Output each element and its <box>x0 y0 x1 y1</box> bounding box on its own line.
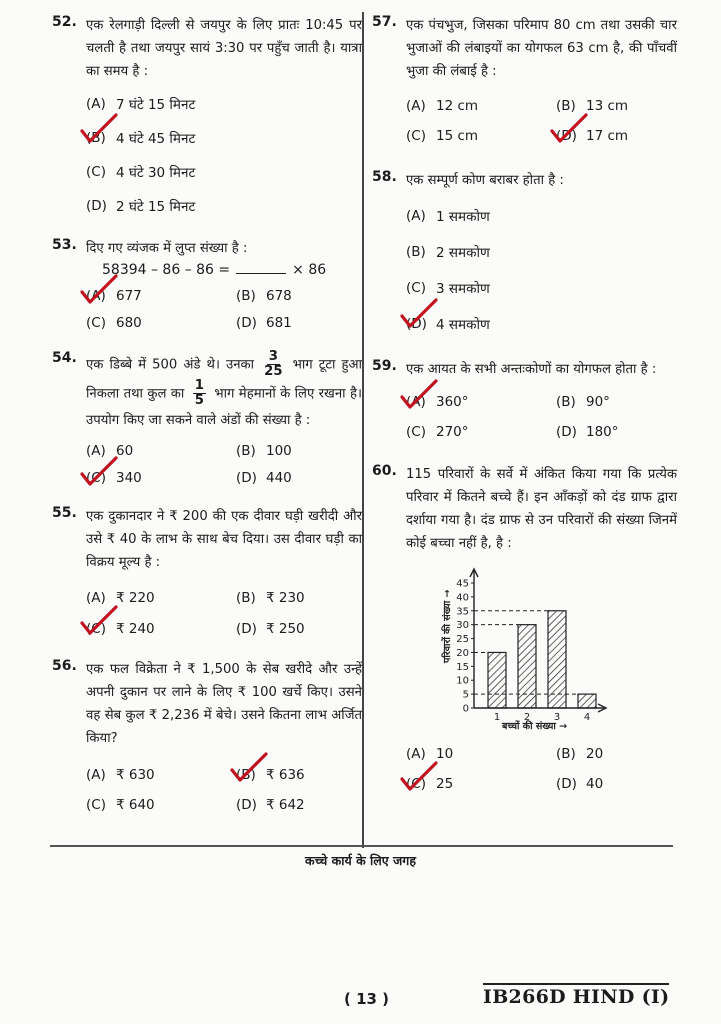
option-a[interactable]: (A) 360° <box>406 387 556 417</box>
svg-text:4: 4 <box>583 712 591 723</box>
svg-text:0: 0 <box>462 703 469 715</box>
options <box>406 387 677 447</box>
option-d[interactable]: (D) 40 <box>556 776 604 792</box>
question-59 <box>372 358 677 447</box>
options <box>86 582 362 644</box>
svg-text:25: 25 <box>456 634 469 646</box>
fraction: $\frac{1}{5}$ <box>194 378 204 408</box>
question-55 <box>52 505 362 644</box>
option-a[interactable]: (A) 677 <box>86 282 236 309</box>
question-53 <box>52 237 362 336</box>
fraction: $\frac{3}{25}$ <box>264 349 283 379</box>
question-number: 54. <box>52 350 77 366</box>
option-c[interactable]: (C) 340 <box>86 464 236 491</box>
page-number: ( 13 ) <box>344 990 390 1008</box>
question-number: 59. <box>372 358 397 374</box>
y-axis-label: परिवारों की संख्या → <box>442 589 453 663</box>
option-d[interactable]: (D) 180° <box>556 424 619 440</box>
options <box>86 87 362 223</box>
question-number: 55. <box>52 505 77 521</box>
question-57 <box>372 14 677 151</box>
y-axis-ticks <box>456 579 474 715</box>
equation: 58394 – 86 – 86 = × 86 <box>102 262 327 278</box>
options <box>406 198 677 342</box>
svg-text:30: 30 <box>456 620 469 632</box>
option-b[interactable]: (B) 90° <box>556 394 610 410</box>
question-number: 53. <box>52 237 77 253</box>
options <box>86 282 362 336</box>
option-d[interactable]: (D) ₹ 642 <box>236 797 305 813</box>
option-c[interactable]: (C) ₹ 640 <box>86 797 155 813</box>
option-d[interactable]: (D) 17 cm <box>556 121 706 151</box>
option-b[interactable]: (B) 20 <box>556 746 604 762</box>
right-column <box>372 14 677 813</box>
question-number: 57. <box>372 14 397 30</box>
option-b[interactable]: (B) 2 समकोण <box>406 244 490 261</box>
svg-text:1: 1 <box>493 712 501 723</box>
option-b[interactable]: (B) ₹ 230 <box>236 589 305 606</box>
bars <box>488 611 596 708</box>
question-54 <box>52 350 362 491</box>
question-text: एक फल विक्रेता ने ₹ 1,500 के सेब खरीदे और उन्हें अपनी दुकान पर लाने के लिए ₹ 100 खर्चे किए। उसने वह सेब कुल ₹ 2,236 में बेचे। उसने कितना लाभ अर्जित किया? <box>86 662 362 746</box>
option-d[interactable]: (D) 2 घंटे 15 मिनट <box>86 198 196 215</box>
option-c[interactable]: (C) ₹ 240 <box>86 613 236 644</box>
option-d[interactable]: (D) 440 <box>236 469 292 486</box>
option-b[interactable]: (B) 13 cm <box>556 98 629 114</box>
question-52 <box>52 14 362 223</box>
option-a[interactable]: (A) 7 घंटे 15 मिनट <box>86 96 196 113</box>
question-60 <box>372 463 677 799</box>
option-a[interactable]: (A) 10 <box>406 746 454 762</box>
options <box>406 739 677 799</box>
option-b[interactable]: (B) 4 घंटे 45 मिनट <box>86 121 362 155</box>
option-c[interactable]: (C) 4 घंटे 30 मिनट <box>86 164 196 181</box>
question-number: 58. <box>372 169 397 185</box>
option-a[interactable]: (A) 60 <box>86 442 134 459</box>
question-number: 56. <box>52 658 77 674</box>
question-text: एक दुकानदार ने ₹ 200 की एक दीवार घड़ी खरीदी और उसे ₹ 40 के लाभ के साथ बेच दिया। उस दीवार घड़ी का विक्रय मूल्य है : <box>86 509 362 570</box>
option-d[interactable]: (D) 4 समकोण <box>406 306 677 342</box>
option-d[interactable]: (D) ₹ 250 <box>236 620 305 637</box>
svg-text:35: 35 <box>456 606 469 618</box>
question-text: एक आयत के सभी अन्तःकोणों का योगफल होता है : <box>406 362 657 377</box>
question-number: 52. <box>52 14 77 30</box>
rough-work-label: कच्चे कार्य के लिए जगह <box>305 853 416 868</box>
bar-chart <box>406 563 616 733</box>
option-b[interactable]: (B) ₹ 636 <box>236 760 386 790</box>
left-column <box>52 14 362 834</box>
question-56 <box>52 658 362 820</box>
svg-text:2: 2 <box>523 712 531 723</box>
option-c[interactable]: (C) 3 समकोण <box>406 280 490 297</box>
options <box>86 437 362 491</box>
question-text: एक पंचभुज, जिसका परिमाप 80 cm तथा उसकी चार भुजाओं की लंबाइयों का योगफल 63 cm है, की पाँचवीं भुजा की लंबाई है : <box>406 18 677 79</box>
option-a[interactable]: (A) 1 समकोण <box>406 208 490 225</box>
svg-text:5: 5 <box>462 689 469 701</box>
question-text: एक सम्पूर्ण कोण बराबर होता है : <box>406 173 564 188</box>
horizontal-rule <box>50 845 673 847</box>
option-c[interactable]: (C) 270° <box>406 424 469 440</box>
question-text: एक रेलगाड़ी दिल्ली से जयपुर के लिए प्रातः 10:45 पर चलती है तथा जयपुर सायं 3:30 पर पहुँच जाती है। यात्रा का समय है : <box>86 18 362 79</box>
question-number: 60. <box>372 463 397 479</box>
blank-line <box>236 273 286 274</box>
svg-text:15: 15 <box>456 661 469 673</box>
option-c[interactable]: (C) 680 <box>86 314 142 331</box>
option-a[interactable]: (A) 12 cm <box>406 98 479 114</box>
svg-text:40: 40 <box>456 592 469 604</box>
options <box>86 760 362 820</box>
option-a[interactable]: (A) ₹ 630 <box>86 767 155 783</box>
question-text: एक डिब्बे में 500 अंडे थे। उनका $\frac{3}{25}$ भाग टूटा हुआ निकला तथा कुल का $\frac{1}{5}$ भाग मेहमानों के लिए रखना है। उपयोग किए जा सकने वाले अंडों की संख्या है : <box>86 349 362 428</box>
option-b[interactable]: (B) 100 <box>236 442 292 459</box>
option-c[interactable]: (C) 15 cm <box>406 128 479 144</box>
x-axis-label: बच्चों की संख्या → <box>502 721 568 732</box>
option-a[interactable]: (A) ₹ 220 <box>86 589 155 606</box>
svg-text:20: 20 <box>456 647 469 659</box>
question-text: दिए गए व्यंजक में लुप्त संख्या है : <box>86 241 248 256</box>
option-b[interactable]: (B) 678 <box>236 287 292 304</box>
bar-chart-svg <box>406 563 616 733</box>
question-58 <box>372 169 677 342</box>
options <box>406 91 677 151</box>
svg-text:45: 45 <box>456 578 469 590</box>
question-text: 115 परिवारों के सर्वे में अंकित किया गया कि प्रत्येक परिवार में कितने बच्चे हैं। इन आँकड़ों को दंड ग्राफ द्वारा दर्शाया गया है। दंड ग्राफ से उन परिवारों की संख्या जिनमें कोई बच्चा नहीं है, है : <box>406 467 677 551</box>
column-divider <box>362 12 364 848</box>
booklet-code: IB266D HIND (I) <box>483 983 669 1008</box>
svg-text:10: 10 <box>456 675 469 687</box>
option-c[interactable]: (C) 25 <box>406 769 556 799</box>
svg-text:3: 3 <box>553 712 561 723</box>
option-d[interactable]: (D) 681 <box>236 314 292 331</box>
